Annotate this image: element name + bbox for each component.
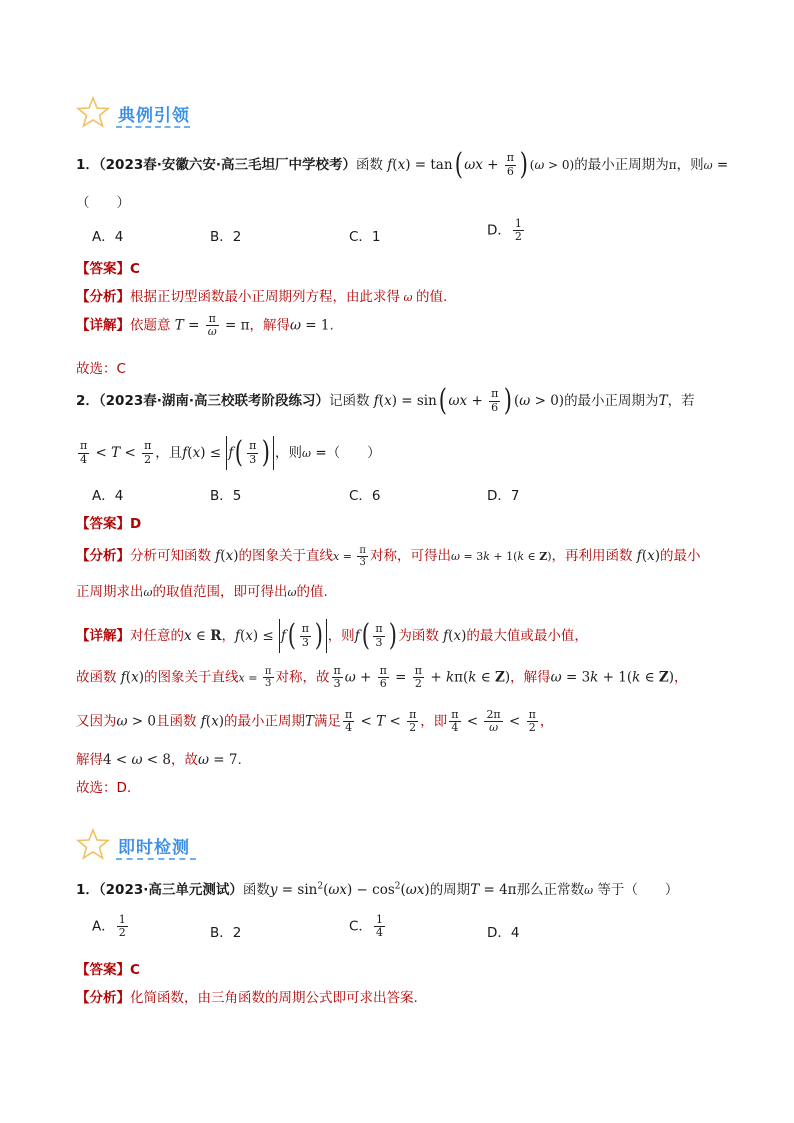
answer-value: D (130, 516, 142, 532)
option-b: B．5 (210, 488, 242, 504)
detail-line-2: 故函数 f(x)的图象关于直线x = $\frac{\pi}{3}$ 对称，故 $\frac{\pi}{3}$ ω + $\frac{\pi}{6}$ = $\frac{\pi}{2}$ + kπ(k ∈ Z)，解得ω = 3k + 1(k ∈ Z)， (76, 664, 688, 691)
analysis-line: 【分析】化简函数，由三角函数的周期公式即可求出答案. (76, 990, 418, 1006)
question-1-stem: 1．（2023春·安徽六安·高三毛坦厂中学校考）函数 f(x) = tan( ωx + $\frac{\pi}{6}$ ) (ω > 0)的最小正周期为π，则ω = (76, 147, 729, 182)
star-icon (76, 828, 110, 860)
section-title: 典例引领 (118, 106, 190, 126)
answer-line: 【答案】C (76, 261, 140, 277)
question-2-stem: 2．（2023春·湖南·高三校联考阶段练习）记函数 f(x) = sin( ωx + $\frac{\pi}{6}$ ) (ω > 0)的最小正周期为T，若 (76, 383, 695, 418)
section-underline (116, 126, 190, 128)
choose-line: 故选：C (76, 361, 126, 377)
answer-paren: （ ） (76, 195, 130, 211)
answer-value: C (130, 261, 140, 277)
option-c: C． $\frac{1}{4}$ (349, 913, 383, 940)
analysis-line-1: 【分析】分析可知函数 f(x)的图象关于直线x = $\frac{\pi}{3}$ 对称，可得出ω = 3k + 1(k ∈ Z)，再利用函数 f(x)的最小 (76, 544, 701, 568)
option-a: A．4 (92, 229, 124, 245)
question-source: （2023·高三单元测试） (98, 882, 243, 898)
option-d: D．4 (487, 925, 520, 941)
choose-line: 故选：D. (76, 780, 132, 796)
test-1-stem: 1．（2023·高三单元测试）函数$y = \sin^2(\omega x) - \cos^2(\omega x)$的周期T = 4π那么正常数ω 等于（ ） (76, 881, 679, 898)
detail-line: 【详解】依题意 T = $\frac{\pi}{\omega}$ = π，解得ω = 1. (76, 312, 334, 339)
option-a: A． $\frac{1}{2}$ (92, 913, 126, 940)
detail-line-4: 解得4 < ω < 8，故ω = 7. (76, 752, 242, 768)
option-b: B．2 (210, 229, 242, 245)
section-underline (116, 858, 196, 860)
analysis-line: 【分析】根据正切型函数最小正周期列方程，由此求得 ω 的值. (76, 289, 448, 305)
detail-line-1: 【详解】对任意的x ∈ R，f(x) ≤ f( $\frac{\pi}{3}$ ) ，则f( $\frac{\pi}{3}$ ) 为函数 f(x)的最大值或最小值， (76, 618, 588, 653)
option-d: D．7 (487, 488, 520, 504)
analysis-line-2: 正周期求出ω的取值范围，即可得出ω的值. (76, 584, 328, 600)
option-c: C．6 (349, 488, 381, 504)
option-b: B．2 (210, 925, 242, 941)
option-c: C．1 (349, 229, 381, 245)
question-2-condition: $\frac{\pi}{4}$ < T < $\frac{\pi}{2}$ ，且f(x) ≤ f( $\frac{\pi}{3}$ ) ，则ω =（ ） (80, 435, 381, 470)
answer-value: C (130, 962, 140, 978)
section-title: 即时检测 (118, 838, 190, 858)
detail-line-3: 又因为ω > 0且函数 f(x)的最小正周期T满足 $\frac{\pi}{4}$ < T < $\frac{\pi}{2}$ ，即 $\frac{\pi}{4}$ < $\frac{2\pi}{\omega}$ < $\frac{\pi}{2}$ ， (76, 708, 554, 735)
star-icon (76, 96, 110, 128)
question-source: （2023春·湖南·高三校联考阶段练习） (98, 393, 329, 409)
option-d: D． $\frac{1}{2}$ (487, 217, 522, 244)
answer-line: 【答案】C (76, 962, 140, 978)
question-source: （2023春·安徽六安·高三毛坦厂中学校考） (98, 157, 356, 173)
answer-line: 【答案】D (76, 516, 142, 532)
option-a: A．4 (92, 488, 124, 504)
